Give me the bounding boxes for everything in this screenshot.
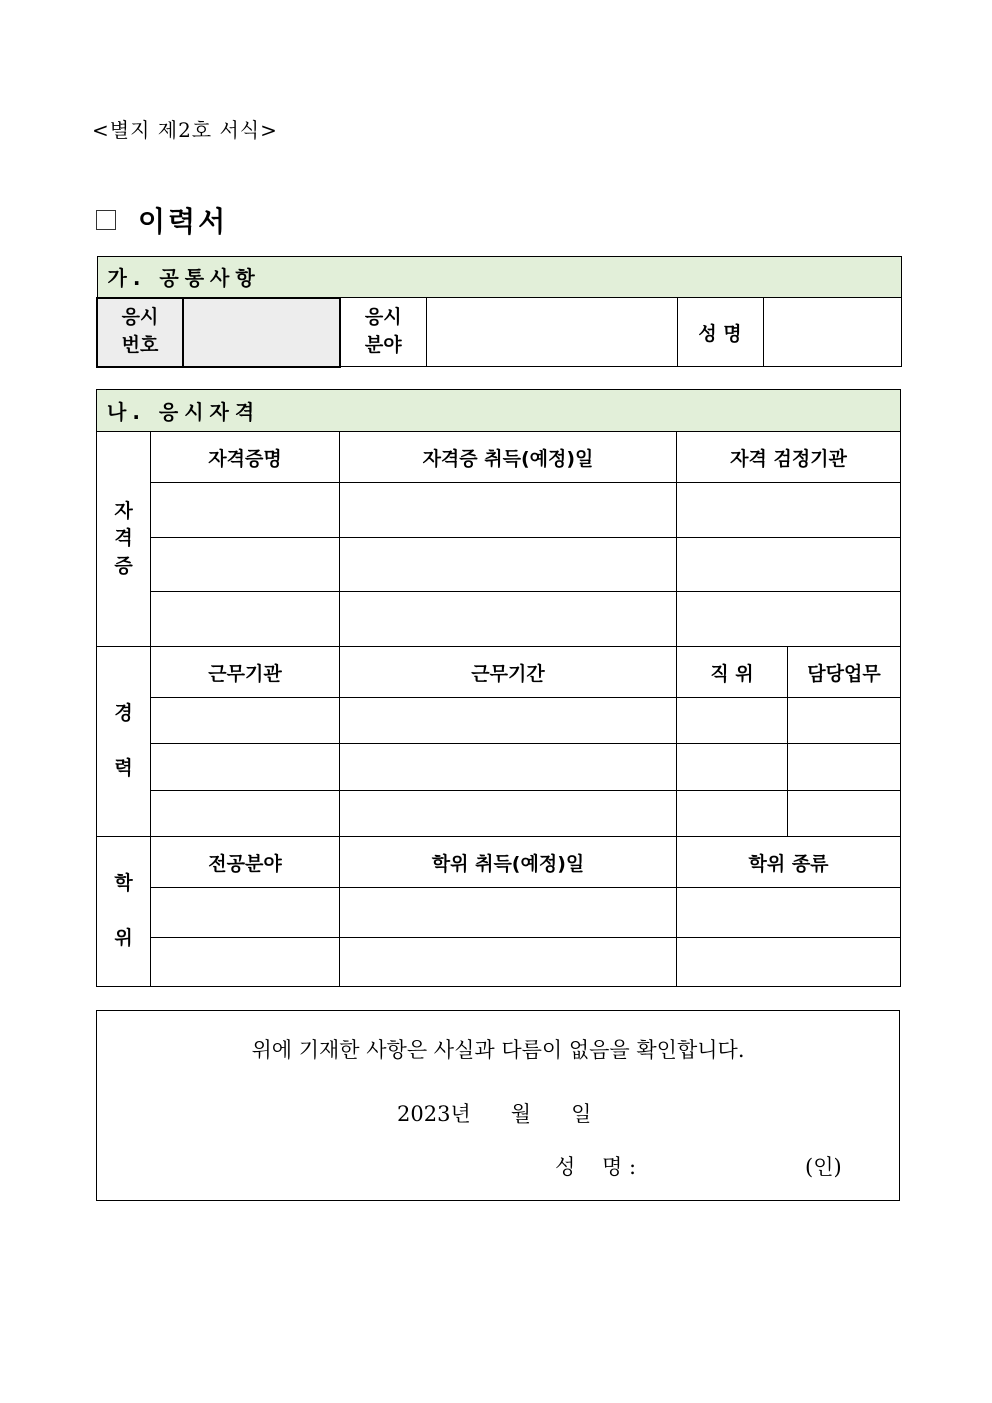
confirmation-statement: 위에 기재한 사항은 사실과 다름이 없음을 확인합니다. [251,1038,745,1062]
degree-major-cell[interactable] [151,888,340,938]
degree-side-label: 학 위 [97,837,151,987]
career-org-cell[interactable] [151,744,340,791]
career-period-cell[interactable] [340,698,677,744]
career-period-header: 근무기간 [340,647,677,698]
degree-type-cell[interactable] [677,888,901,938]
title-row [96,200,228,240]
career-duty-header: 담당업무 [788,647,901,698]
signature-field[interactable] [657,1151,797,1179]
degree-major-cell[interactable] [151,938,340,987]
career-org-header: 근무기관 [151,647,340,698]
common-info-table [96,256,902,368]
confirmation-date: 2023년 월 일 [397,1102,592,1126]
career-org-cell[interactable] [151,791,340,837]
career-position-cell[interactable] [677,698,788,744]
certificate-issuer-header: 자격 검정기관 [677,432,901,483]
certificate-date-cell[interactable] [340,592,677,647]
confirmation-box [96,1010,900,1201]
certificate-name-cell[interactable] [151,538,340,592]
career-position-cell[interactable] [677,791,788,837]
career-period-cell[interactable] [340,791,677,837]
certificate-side-label: 자 격 증 [97,432,151,647]
section-b-heading: 나. 응시자격 [97,390,901,432]
section-a-heading: 가. 공통사항 [97,257,901,298]
exam-number-label: 응시 번호 [97,298,183,367]
degree-date-cell[interactable] [340,938,677,987]
career-side-label: 경 력 [97,647,151,837]
career-position-header: 직 위 [677,647,788,698]
degree-date-cell[interactable] [340,888,677,938]
career-duty-cell[interactable] [788,744,901,791]
career-duty-cell[interactable] [788,791,901,837]
certificate-date-cell[interactable] [340,538,677,592]
name-field[interactable] [763,298,901,367]
career-position-cell[interactable] [677,744,788,791]
exam-field-label: 응시 분야 [340,298,426,367]
certificate-name-cell[interactable] [151,483,340,538]
qualification-table [96,389,901,987]
career-period-cell[interactable] [340,744,677,791]
certificate-name-header: 자격증명 [151,432,340,483]
form-reference: <별지 제2호 서식> [92,118,278,142]
page-title: 이력서 [138,205,229,238]
degree-date-header: 학위 취득(예정)일 [340,837,677,888]
career-duty-cell[interactable] [788,698,901,744]
degree-type-header: 학위 종류 [677,837,901,888]
certificate-issuer-cell[interactable] [677,483,901,538]
certificate-issuer-cell[interactable] [677,538,901,592]
exam-field-input[interactable] [426,298,677,367]
seal-mark: (인) [805,1155,842,1179]
signature-label: 성 명 : [555,1155,637,1179]
degree-major-header: 전공분야 [151,837,340,888]
certificate-date-cell[interactable] [340,483,677,538]
degree-type-cell[interactable] [677,938,901,987]
certificate-issuer-cell[interactable] [677,592,901,647]
certificate-name-cell[interactable] [151,592,340,647]
name-label: 성 명 [677,298,763,367]
exam-number-field[interactable] [183,298,340,367]
certificate-date-header: 자격증 취득(예정)일 [340,432,677,483]
career-org-cell[interactable] [151,698,340,744]
checkbox-icon [96,210,116,230]
